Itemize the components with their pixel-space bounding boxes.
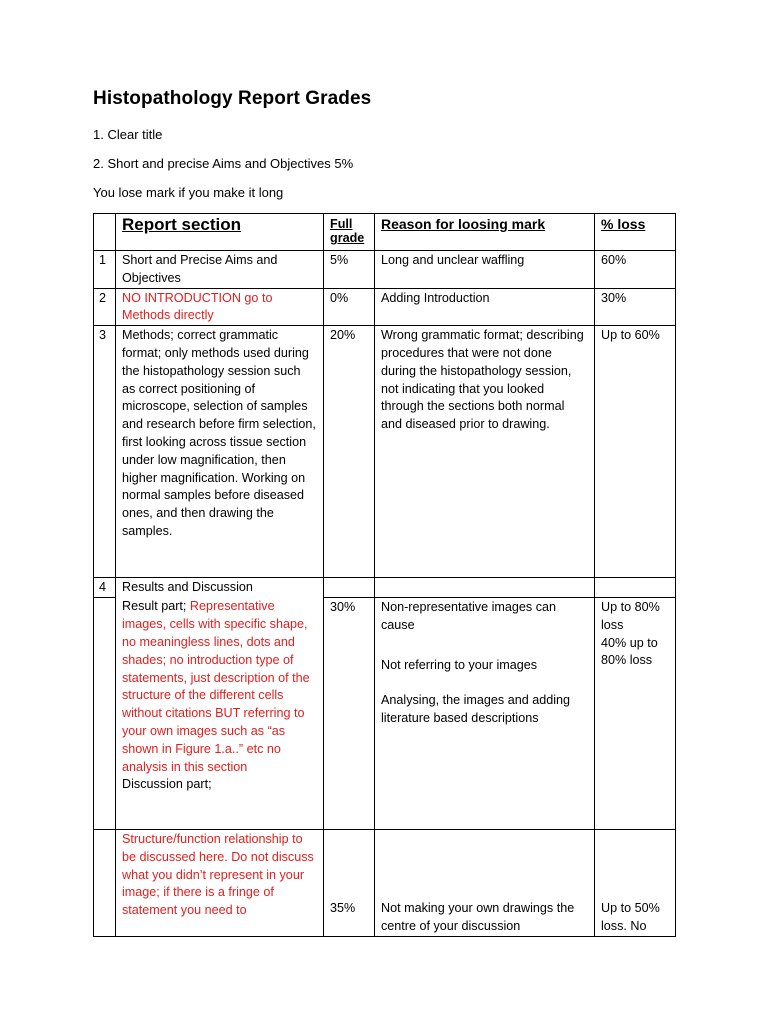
row-number: 3 <box>94 326 116 578</box>
header-full-grade: Full grade <box>324 214 375 251</box>
reason-non-representative: Non-representative images can cause <box>381 599 557 632</box>
reason-analysing: Analysing, the images and adding literature based descriptions <box>381 693 571 725</box>
result-part-text: Representative images, cells with specific shape, no meaningless lines, dots and shades; no introduction type of statements, just description of the structure of the different cells without citations BUT referring to your own images such as “as shown in Figure 1.a..” etc no analysis in this section <box>122 599 310 774</box>
row-reason: Not making your own drawings the centre of your discussion <box>375 829 595 936</box>
row-grade <box>324 829 375 936</box>
row-loss: Up to 50% loss. No <box>595 829 676 936</box>
row-grade: 20% <box>324 326 375 578</box>
row-loss: 60% <box>595 251 676 289</box>
row-section: Methods; correct grammatic format; only methods used during the histopathology session such as correct positioning of microscope, selection of samples and research before firm selection, first looking across tissue section under low magnification, then higher magnification. Working on normal samples before diseased ones, and then drawing the samples. <box>116 326 324 578</box>
header-num <box>94 214 116 251</box>
table-row <box>94 326 676 578</box>
table-row <box>94 251 676 289</box>
row-grade: 0% <box>324 288 375 326</box>
row-section <box>116 597 324 829</box>
row-grade: 5% <box>324 251 375 289</box>
grade-value: 35% <box>330 901 356 916</box>
loss-a: Up to 80% loss <box>601 599 660 632</box>
loss-b: 40% up to 80% loss <box>601 635 658 668</box>
item-clear-title: 1. Clear title <box>93 127 163 142</box>
header-report-section: Report section <box>116 214 324 251</box>
header-loss: % loss <box>595 214 676 251</box>
row-number-empty <box>94 829 116 936</box>
row-loss: 30% <box>595 288 676 326</box>
row-number: 2 <box>94 288 116 326</box>
row-grade: 30% <box>324 597 375 829</box>
row-loss <box>595 597 676 829</box>
row-number: 4 <box>94 578 116 598</box>
table-row <box>94 597 676 829</box>
row-number-empty <box>94 597 116 829</box>
result-part-label: Result part; <box>122 599 190 614</box>
row-reason <box>375 597 595 829</box>
row-section: Results and Discussion <box>116 578 324 598</box>
row-reason: Adding Introduction <box>375 288 595 326</box>
note-lose-mark: You lose mark if you make it long <box>93 185 284 200</box>
item-aims-objectives: 2. Short and precise Aims and Objectives 5% <box>93 156 354 171</box>
discussion-part-label: Discussion part; <box>122 777 212 792</box>
row-grade-empty <box>324 578 375 598</box>
row-section: NO INTRODUCTION go to Methods directly <box>116 288 324 326</box>
row-loss: Up to 60% <box>595 326 676 578</box>
table-row <box>94 829 676 936</box>
row-reason: Wrong grammatic format; describing procedures that were not done during the histopathology session, not indicating that you looked through the sections both normal and diseased prior to drawing. <box>375 326 595 578</box>
row-reason-empty <box>375 578 595 598</box>
reason-not-referring: Not referring to your images <box>381 657 538 672</box>
row-reason: Long and unclear waffling <box>375 251 595 289</box>
row-loss-empty <box>595 578 676 598</box>
grades-table <box>93 213 676 937</box>
document-title: Histopathology Report Grades <box>93 88 372 109</box>
table-row <box>94 578 676 598</box>
row-number: 1 <box>94 251 116 289</box>
header-reason: Reason for loosing mark <box>375 214 595 251</box>
row-section: Structure/function relationship to be discussed here. Do not discuss what you didn’t represent in your image; if there is a fringe of statement you need to <box>116 829 324 936</box>
table-header-row <box>94 214 676 251</box>
table-row <box>94 288 676 326</box>
row-section: Short and Precise Aims and Objectives <box>116 251 324 289</box>
